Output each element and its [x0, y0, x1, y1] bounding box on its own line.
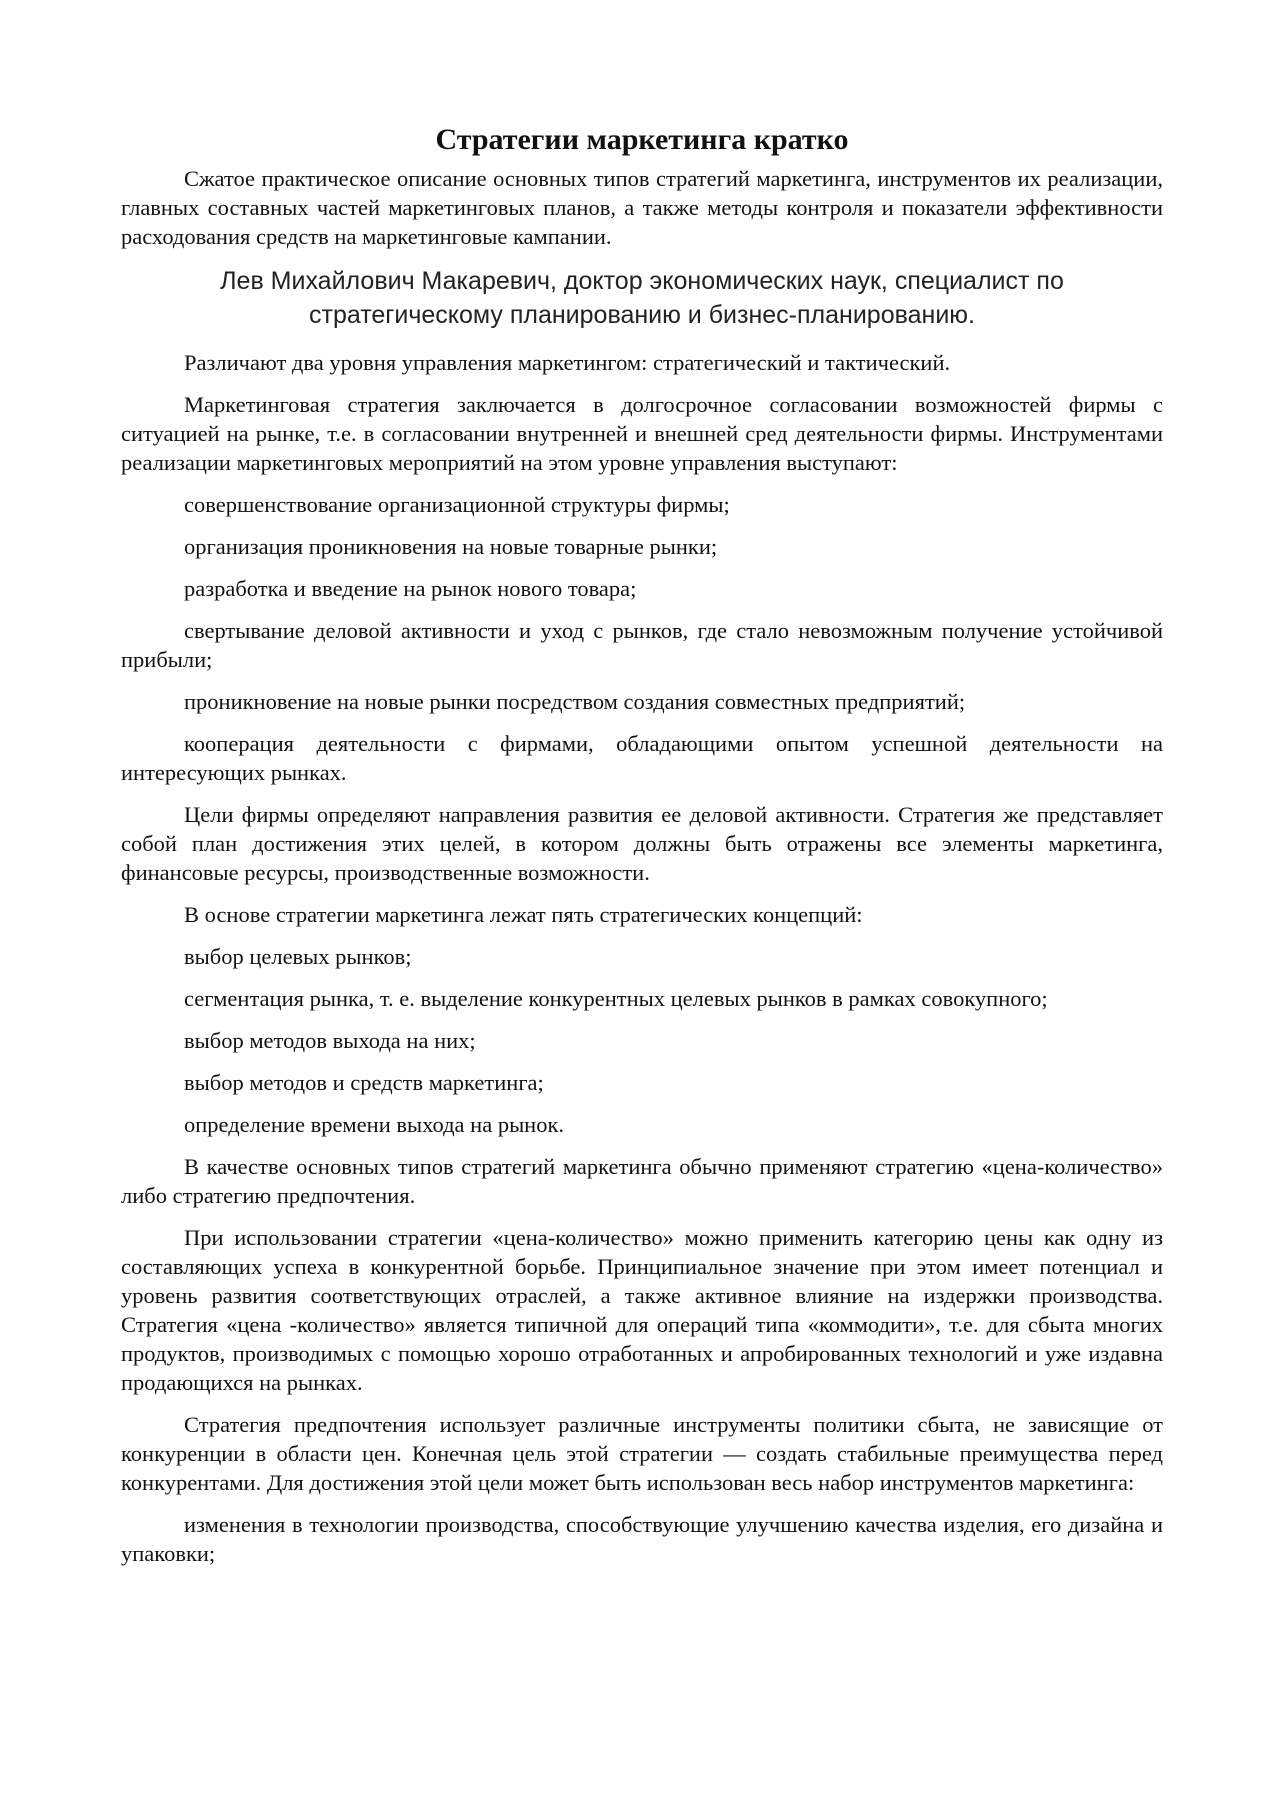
- list-item: разработка и введение на рынок нового товара;: [184, 576, 637, 601]
- list-item: определение времени выхода на рынок.: [184, 1112, 565, 1137]
- abstract-paragraph: Сжатое практическое описание основных типов стратегий маркетинга, инструментов их реализации, главных составных частей маркетинговых планов, а также методы контроля и показатели эффективности расходования средств на маркетинговые кампании.: [121, 166, 1163, 249]
- author-line: Лев Михайлович Макаревич, доктор экономических наук, специалист по стратегическому планированию и бизнес-планированию.: [220, 267, 1064, 329]
- list-item: сегментация рынка, т. е. выделение конкурентных целевых рынков в рамках совокупного;: [184, 986, 1048, 1011]
- document-title: Стратегии маркетинга кратко: [435, 123, 849, 156]
- paragraph-strategy-types: В качестве основных типов стратегий маркетинга обычно применяют стратегию «цена-количество» либо стратегию предпочтения.: [121, 1154, 1163, 1208]
- list-item: проникновение на новые рынки посредством создания совместных предприятий;: [184, 689, 966, 714]
- paragraph-price-quantity: При использовании стратегии «цена-количество» можно применить категорию цены как одну из составляющих успеха в конкурентной борьбе. Принципиальное значение при этом имеет потенциал и уровень развития соответствующих отраслей, а также активное влияние на издержки производства. Стратегия «цена -количество» является типичной для операций типа «коммодити», т.е. для сбыта многих продуктов, производимых с помощью хорошо отработанных и апробированных технологий и уже издавна продающихся на рынках.: [121, 1225, 1163, 1395]
- list-item: организация проникновения на новые товарные рынки;: [184, 534, 718, 559]
- list-item: кооперация деятельности с фирмами, обладающими опытом успешной деятельности на интересующих рынках.: [121, 731, 1163, 785]
- paragraph-preference-strategy: Стратегия предпочтения использует различные инструменты политики сбыта, не зависящие от конкуренции в области цен. Конечная цель этой стратегии — создать стабильные преимущества перед конкурентами. Для достижения этой цели может быть использован весь набор инструментов маркетинга:: [121, 1412, 1163, 1495]
- paragraph-management-levels: Различают два уровня управления маркетингом: стратегический и тактический.: [184, 350, 951, 375]
- paragraph-company-goals: Цели фирмы определяют направления развития ее деловой активности. Стратегия же представляет собой план достижения этих целей, в котором должны быть отражены все элементы маркетинга, финансовые ресурсы, производственные возможности.: [121, 802, 1163, 885]
- list-item: выбор целевых рынков;: [184, 944, 412, 969]
- list-item: выбор методов и средств маркетинга;: [184, 1070, 544, 1095]
- list-item: совершенствование организационной структуры фирмы;: [184, 492, 730, 517]
- document-body: [121, 122, 1163, 1581]
- list-item: изменения в технологии производства, способствующие улучшению качества изделия, его дизайна и упаковки;: [121, 1512, 1163, 1566]
- list-item: выбор методов выхода на них;: [184, 1028, 476, 1053]
- paragraph-five-concepts: В основе стратегии маркетинга лежат пять стратегических концепций:: [184, 902, 863, 927]
- list-item: свертывание деловой активности и уход с рынков, где стало невозможным получение устойчивой прибыли;: [121, 618, 1163, 672]
- paragraph-marketing-strategy: Маркетинговая стратегия заключается в долгосрочное согласовании возможностей фирмы с ситуацией на рынке, т.е. в согласовании внутренней и внешней сред деятельности фирмы. Инструментами реализации маркетинговых мероприятий на этом уровне управления выступают:: [121, 392, 1163, 475]
